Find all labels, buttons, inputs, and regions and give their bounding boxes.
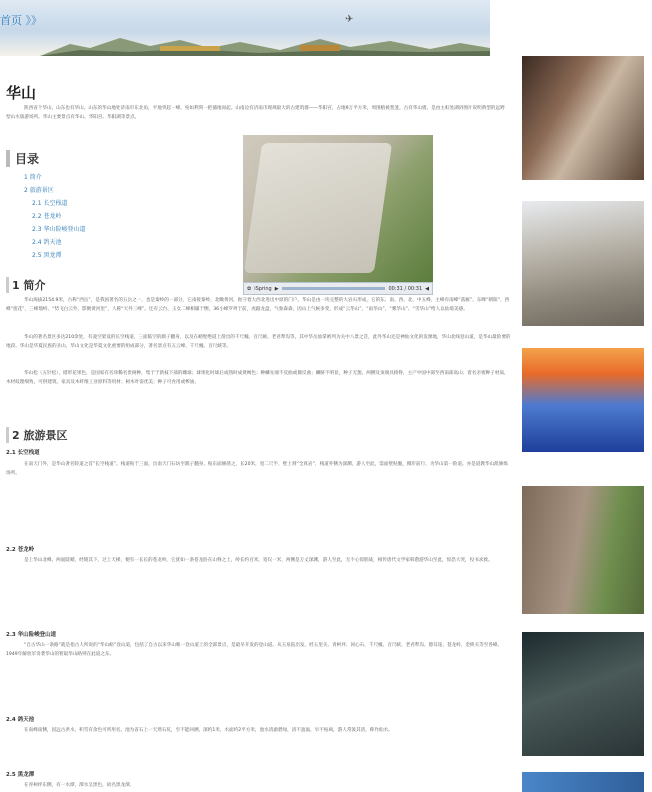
- intro-paragraph: 陕西省个华山，山东也有华山。山东的华山地处济南市东北角，平地突起一峰，宛如利剑一把插地而起。山南边有济南市现规最大的古建筑群——华阳宫，占地9万平方米，周围植被葱茏。古有华山墙，是由主虹处湖浴图片说明典型的远野型山水旅游场所。华山主要景点有华山、华阳宫、华阳湖等景点。: [6, 106, 505, 120]
- paragraph: 华山的著名景区多达210余处，有凌空架设的长空栈道，三面临空的鹞子翻身，以及在峭壁绝道上凿出的千尺幢、百尺峡、老君犁沟等，其中华岳仙掌被列为关中八景之首，此外华山还是神仙文化的发源地，华山北线登山道，是华山最险要的地段。华山是华夏民族的圣山，华山文化是华夏文化重要的组成部分，著名景点有五云峰、千尺幢、百尺峡等。: [6, 335, 511, 349]
- toc-item[interactable]: 2.3 华山险峻登山道: [32, 226, 86, 233]
- subsection-title: 2.1 长空栈道: [6, 450, 40, 456]
- paragraph: 是上华山北峰、两面陡峭，经缝其下，过上天梯，便有一长长的苍龙岭，它犹如一条苍龙卧在山脊之上，岭长约百米，宽仅一米，两侧是万丈深渊，游人至此，无不心惊胆战，相传唐代文学家韩愈游华山至此，惊恐大哭，投书求救。: [24, 558, 493, 563]
- section-heading: 2 旅游景区: [6, 427, 67, 443]
- paragraph: “自古华山一条路”就是指古人所说的“华山峪”登山道，包括了自古以来华山唯一登山道上的全部景点，是最早开发的登山道。从玉泉院出发，经五里关、青柯坪、回心石、千尺幢、百尺峡、老君犁沟、擦耳崖、苍龙岭、金锁关等至各峰。1949年解放军奇袭华山的智取华山路则在此道之东。: [6, 643, 503, 657]
- toc-item[interactable]: 2 旅游景区: [24, 187, 54, 194]
- header-banner: [0, 0, 490, 56]
- cliff-photo: [243, 135, 433, 282]
- toc-item[interactable]: 2.1 长空栈道: [32, 200, 68, 207]
- night-cliff-photo[interactable]: [522, 632, 644, 756]
- toc-item[interactable]: 2.2 苍龙岭: [32, 213, 62, 220]
- sea-of-clouds-photo[interactable]: [522, 348, 644, 452]
- player-brand: iSpring: [254, 285, 272, 292]
- volume-icon[interactable]: ◀: [425, 285, 429, 292]
- subsection-title: 2.5 黑龙潭: [6, 772, 35, 778]
- page-title: 华山: [6, 84, 37, 102]
- media-player[interactable]: [243, 282, 433, 295]
- plank-walk-photo[interactable]: [522, 56, 644, 180]
- article-column: [0, 56, 520, 792]
- subsection-title: 2.3 华山险峻登山道: [6, 632, 57, 638]
- toc-item[interactable]: 2.4 鸽天池: [32, 239, 62, 246]
- play-button[interactable]: ▶: [274, 285, 279, 292]
- cliff-path-photo[interactable]: [522, 486, 644, 614]
- paragraph: 在青柯坪东侧，有一水潭，潭水呈黑色，故名黑龙潭。: [24, 783, 135, 788]
- toc-title: 目录: [6, 150, 226, 167]
- table-of-contents: [6, 150, 226, 262]
- banner-mountains: [40, 30, 490, 56]
- paragraph: 华山松（五针松），塔形花果色，是国家有名珍稀名贵树种，集于于新枝下部的雌球；球果化时球后成熟时成黄褐色；种鳞先端不反曲或微反曲；鳞脐不明显，种子无翅，两侧及顶端具棱脊，主产中国中部至西南部高山；着名亲密种子材质，木材纹理细致，可供建筑、家具及木纤维工业原料等用材；树木叶姿优美；种子可食用或榨油。: [6, 371, 509, 385]
- breadcrumb[interactable]: 首页 》》: [0, 14, 42, 27]
- section-heading: 1 简介: [6, 277, 45, 293]
- player-time: 00:31 / 00:31: [388, 285, 423, 292]
- toc-item[interactable]: 2.5 黑龙潭: [32, 252, 62, 259]
- plane-icon: ✈: [345, 14, 354, 25]
- paragraph: 在南天门外，是华山著名险道之首“长空栈道”。栈道贴于三面，出南天门石坊至鹞子翻身，贴东面修凿之，长20米，宽二尺半，壁上刻“全真岩”，栈道外侧为深渊，游人至此，需面壁贴腹，挪步前行，为华山第一险道。亦是道教华山派修炼场所。: [6, 462, 508, 476]
- stone-stairs-photo[interactable]: [522, 201, 644, 326]
- paragraph: 华山海拔2154.9米，古称“西岳”，是我国著名的五岳之一，也是秦岭的一部分，它南接秦岭，北瞰黄河，扼守着大西北进出中原的门户。华山是由一块完整的大岩石形成，它的东、南、西、北、中五峰，主峰有南峰“落雁”、东峰“朝阳”、西峰“莲花”，三峰鼎峙，“势飞白云外，影倒黄河里”，人称“天外三峰”。还有云台、玉女二峰相辅于侧，36小峰罗列于前，虎踞龙盘，气象森森，因山上气候多变，形成“云华山”、“雨华山”、“雾华山”、“雪华山”给人以仙境美感。: [6, 298, 510, 312]
- subsection-title: 2.2 苍龙岭: [6, 547, 35, 553]
- paragraph: 在南峰南侧，因远古洪水，积雪有余色可所用名。池为省石上一天然石坑，至不能回溯，深约1米，水面约2平方米，池水清澈碧绿，清不盈溢，旱不枯竭，游人常汲其清，称作仙水。: [24, 728, 393, 733]
- toc-item[interactable]: 1 简介: [24, 174, 42, 181]
- subsection-title: 2.4 鸽天池: [6, 717, 35, 723]
- ispring-logo-icon: ✿: [247, 285, 252, 292]
- mountain-sky-photo[interactable]: [522, 772, 644, 792]
- seek-bar[interactable]: [282, 287, 386, 290]
